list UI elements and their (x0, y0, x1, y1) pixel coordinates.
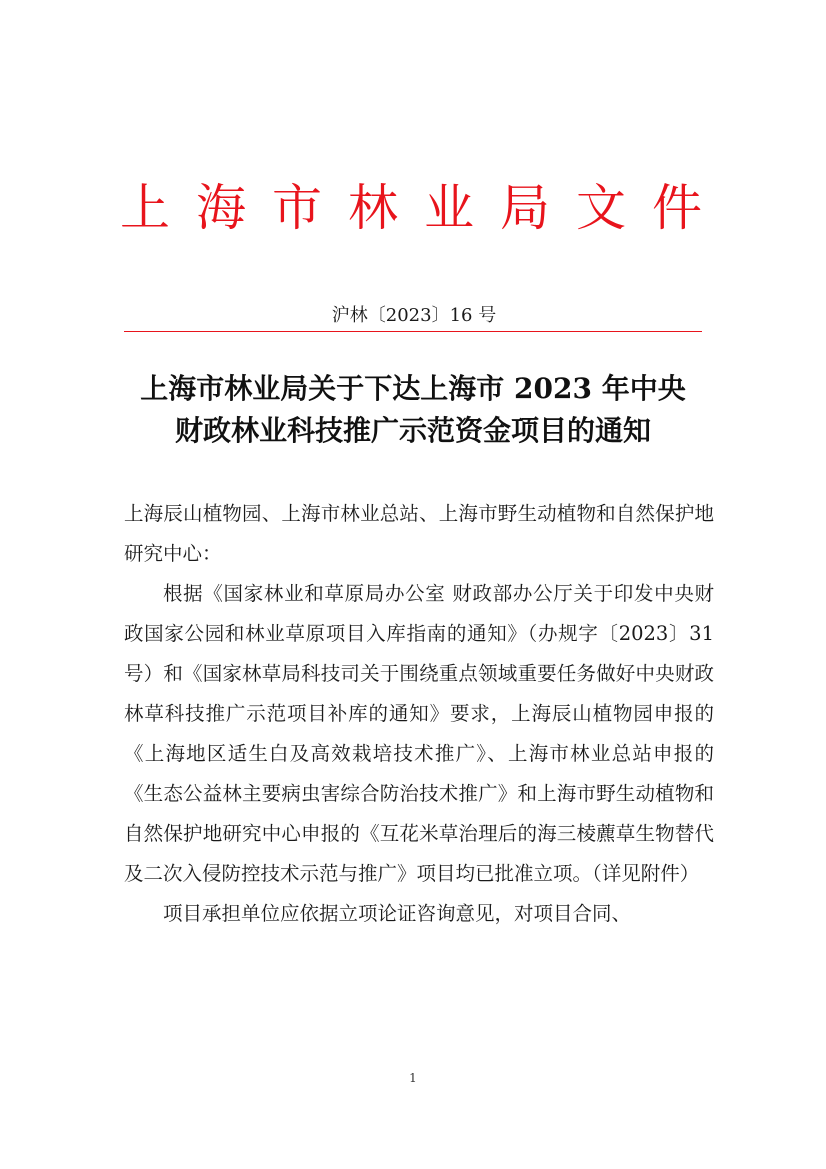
document-number: 沪林〔2023〕16 号 (331, 305, 497, 326)
body-paragraph: 根据《国家林业和草原局办公室 财政部办公厅关于印发中央财政国家公园和林业草原项目入库指南的通知》（办规字〔2023〕31 号）和《国家林草局科技司关于围绕重点领域重要任务做好中央财政林草科技推广示范项目补库的通知》要求，上海辰山植物园申报的《上海地区适生白及高效栽培技术推广》、上海市林业总站申报的《生态公益林主要病虫害综合防治技术推广》和上海市野生动植物和自然保护地研究中心申报的《互花米草治理后的海三棱藨草生物替代及二次入侵防控技术示范与推广》项目均已批准立项。（详见附件） (124, 582, 714, 885)
notice-body (124, 494, 714, 934)
notice-title (110, 368, 716, 452)
page-number: 1 (409, 1071, 417, 1085)
masthead-title: 上海市林业局文件 (120, 179, 728, 237)
recipients: 上海辰山植物园、上海市林业总站、上海市野生动植物和自然保护地研究中心： (124, 502, 714, 565)
notice-title-line-2: 财政林业科技推广示范资金项目的通知 (174, 414, 651, 447)
notice-title-line-1: 上海市林业局关于下达上海市 2023 年中央 (140, 372, 686, 405)
red-divider-line (124, 331, 702, 332)
body-paragraph: 项目承担单位应依据立项论证咨询意见，对项目合同、 (163, 902, 632, 925)
